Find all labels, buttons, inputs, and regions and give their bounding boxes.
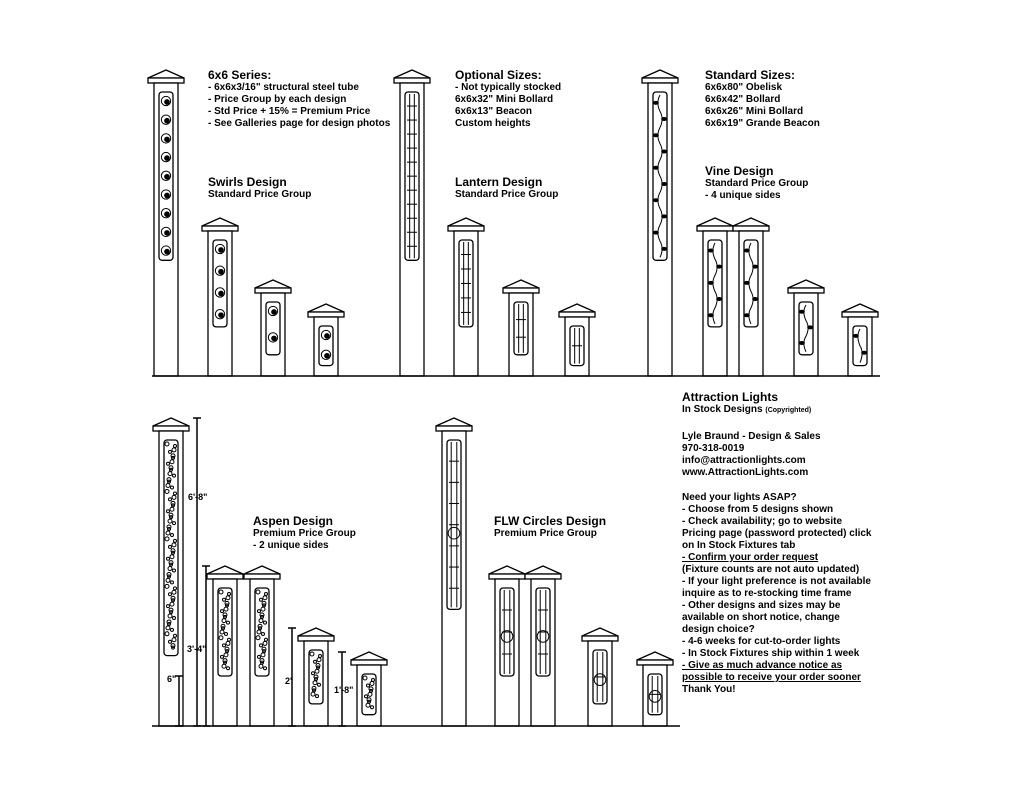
dimension-label-base: 6": [167, 674, 177, 684]
note-line: - Check availability; go to website: [682, 516, 843, 527]
flw-title: FLW Circles Design: [494, 514, 607, 528]
dimension-label-1-8: 1'-8": [334, 685, 354, 695]
dimension-label-3-4: 3'-4": [187, 644, 207, 654]
note-line: Pricing page (password protected) click: [682, 528, 872, 539]
lantern-beacon: [559, 304, 595, 376]
note-line: on In Stock Fixtures tab: [682, 540, 796, 551]
swirls-obelisk: [148, 70, 184, 376]
aspen-bollard-a: [207, 566, 243, 726]
note-line: inquire as to re-stocking time frame: [682, 588, 852, 599]
lantern-obelisk: [394, 70, 430, 376]
swirls-label: [208, 175, 311, 201]
vine-price-group: Standard Price Group: [705, 178, 809, 189]
aspen-label: [253, 514, 356, 552]
aspen-bollard-b: [244, 566, 280, 726]
note-line: - Choose from 5 designs shown: [682, 504, 834, 515]
lantern-label: [455, 175, 558, 201]
aspen-sides-note: - 2 unique sides: [253, 540, 329, 551]
series-6x6-line: - Std Price + 15% = Premium Price: [208, 106, 371, 117]
standard-sizes-heading: Standard Sizes:: [705, 68, 796, 82]
series-6x6-line: - 6x6x3/16" structural steel tube: [208, 82, 359, 93]
note-line: - Other designs and sizes may be: [682, 600, 841, 611]
company-subtitle-line: [682, 404, 821, 417]
company-name: Attraction Lights: [682, 390, 778, 404]
flw-price-group: Premium Price Group: [494, 528, 597, 539]
aspen-mini-bollard: [298, 628, 334, 726]
notes-question: Need your lights ASAP?: [682, 492, 797, 503]
flw-mini-bollard: [582, 628, 618, 726]
standard-size-line: 6x6x19" Grande Beacon: [705, 118, 820, 129]
contact-email: info@attractionlights.com: [682, 455, 806, 466]
note-line: (Fixture counts are not auto updated): [682, 564, 860, 575]
dimension-label-2: 2': [285, 676, 293, 686]
company-block: [682, 390, 821, 479]
contact-name: Lyle Braund - Design & Sales: [682, 431, 821, 442]
optional-sizes-block: [455, 68, 561, 130]
vine-mini-bollard: [788, 280, 824, 376]
flw-bollard-a: [489, 566, 525, 726]
standard-sizes-block: [705, 68, 820, 130]
vine-bollard-a: [697, 218, 733, 376]
note-line: Thank You!: [682, 684, 736, 695]
lantern-mini-bollard: [503, 280, 539, 376]
series-6x6-line: - See Galleries page for design photos: [208, 118, 391, 129]
note-line: - If your light preference is not available: [682, 576, 871, 587]
vine-beacon: [842, 304, 878, 376]
swirls-price-group: Standard Price Group: [208, 189, 312, 200]
aspen-beacon: [351, 652, 387, 726]
vine-bollard-b: [733, 218, 769, 376]
company-subtitle: In Stock Designs: [682, 404, 763, 415]
order-notes: [682, 492, 872, 696]
lantern-bollard: [448, 218, 484, 376]
flw-obelisk: [436, 418, 472, 726]
standard-size-line: 6x6x26" Mini Bollard: [705, 106, 804, 117]
flw-bollard-b: [525, 566, 561, 726]
note-line: - Give as much advance notice as: [682, 660, 843, 671]
vine-label: [705, 164, 808, 202]
lantern-title: Lantern Design: [455, 175, 543, 189]
vine-obelisk: [642, 70, 678, 376]
standard-size-line: 6x6x80" Obelisk: [705, 82, 783, 93]
note-line: design choice?: [682, 624, 755, 635]
swirls-bollard: [202, 218, 238, 376]
swirls-mini-bollard: [255, 280, 291, 376]
optional-sizes-heading: Optional Sizes:: [455, 68, 542, 82]
spacer: [682, 417, 821, 431]
dimension-label-6-8: 6'-8": [188, 492, 208, 502]
aspen-price-group: Premium Price Group: [253, 528, 356, 539]
optional-size-line: - Not typically stocked: [455, 82, 562, 93]
note-line: - 4-6 weeks for cut-to-order lights: [682, 636, 841, 647]
copyright-note: (Copyrighted): [765, 407, 812, 414]
lantern-price-group: Standard Price Group: [455, 189, 559, 200]
optional-size-line: 6x6x13" Beacon: [455, 106, 533, 117]
series-6x6-line: - Price Group by each design: [208, 94, 347, 105]
standard-size-line: 6x6x42" Bollard: [705, 94, 781, 105]
vine-sides-note: - 4 unique sides: [705, 190, 781, 201]
flw-label: [494, 514, 606, 540]
swirls-beacon: [308, 304, 344, 376]
contact-website: www.AttractionLights.com: [682, 467, 809, 478]
vine-title: Vine Design: [705, 164, 774, 178]
aspen-title: Aspen Design: [253, 514, 334, 528]
contact-phone: 970-318-0019: [682, 443, 745, 454]
optional-size-line: 6x6x32" Mini Bollard: [455, 94, 554, 105]
note-line: - Confirm your order request: [682, 552, 819, 563]
series-6x6-heading: 6x6 Series:: [208, 68, 272, 82]
note-line: available on short notice, change: [682, 612, 840, 623]
swirls-title: Swirls Design: [208, 175, 287, 189]
note-line: possible to receive your order sooner: [682, 672, 861, 683]
optional-size-line: Custom heights: [455, 118, 531, 129]
flw-beacon: [637, 652, 673, 726]
series-6x6-block: [208, 68, 390, 130]
note-line: - In Stock Fixtures ship within 1 week: [682, 648, 860, 659]
